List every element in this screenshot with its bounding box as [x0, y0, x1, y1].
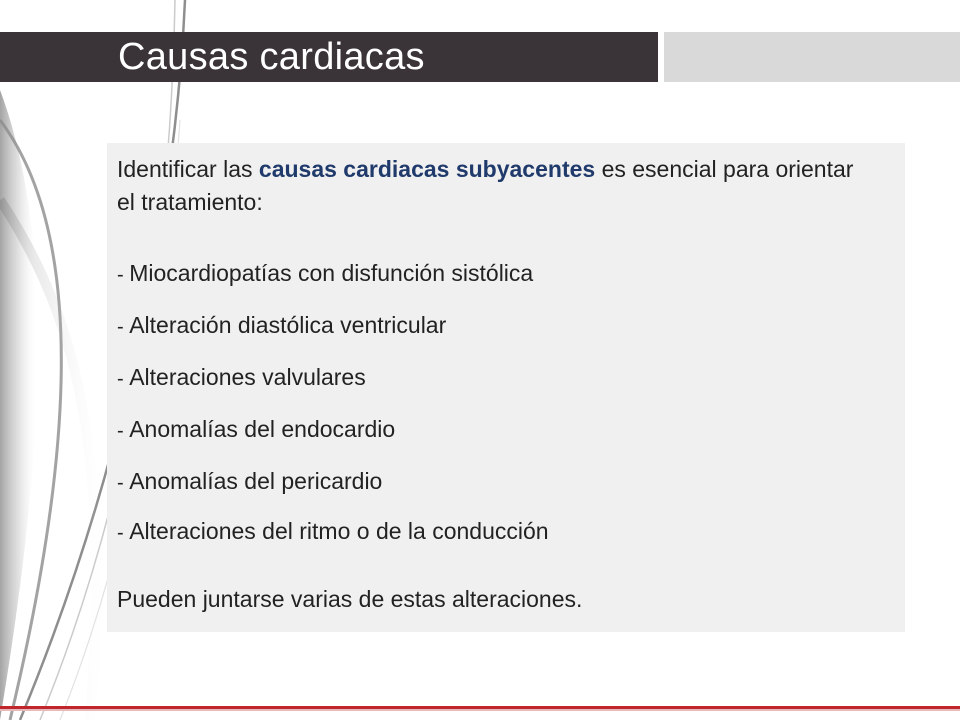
bullet-text: Alteraciones valvulares: [129, 364, 366, 390]
bullet-marker: -: [117, 522, 130, 544]
bullet-marker: -: [117, 420, 130, 442]
intro-text-start: Identificar las: [117, 156, 259, 182]
bullet-marker: -: [117, 472, 130, 494]
bullet-text: Alteración diastólica ventricular: [129, 312, 447, 338]
bullet-marker: -: [117, 368, 130, 390]
bullet-item: [117, 362, 366, 394]
bullet-text: Anomalías del pericardio: [129, 468, 383, 494]
bullet-item: [117, 258, 533, 290]
bullet-marker: -: [117, 264, 130, 286]
intro-text-end: es esencial para orientar el tratamiento:: [117, 156, 854, 215]
intro-paragraph: [117, 153, 877, 219]
bullet-text: Anomalías del endocardio: [129, 416, 396, 442]
slide-title: Causas cardiacas: [118, 36, 425, 78]
bullet-text: Miocardiopatías con disfunción sistólica: [129, 260, 534, 286]
bullet-marker: -: [117, 316, 130, 338]
intro-highlight: causas cardiacas subyacentes: [258, 156, 596, 182]
bullet-item: [117, 466, 382, 498]
bullet-item: [117, 516, 549, 548]
title-bar-accent: [664, 32, 960, 82]
bullet-item: [117, 310, 446, 342]
bullet-text: Alteraciones del ritmo o de la conducción: [129, 518, 549, 544]
bullet-item: [117, 414, 395, 446]
footer-accent-line-shadow: [0, 709, 960, 711]
closing-statement: Pueden juntarse varias de estas alteraciones.: [117, 586, 583, 612]
